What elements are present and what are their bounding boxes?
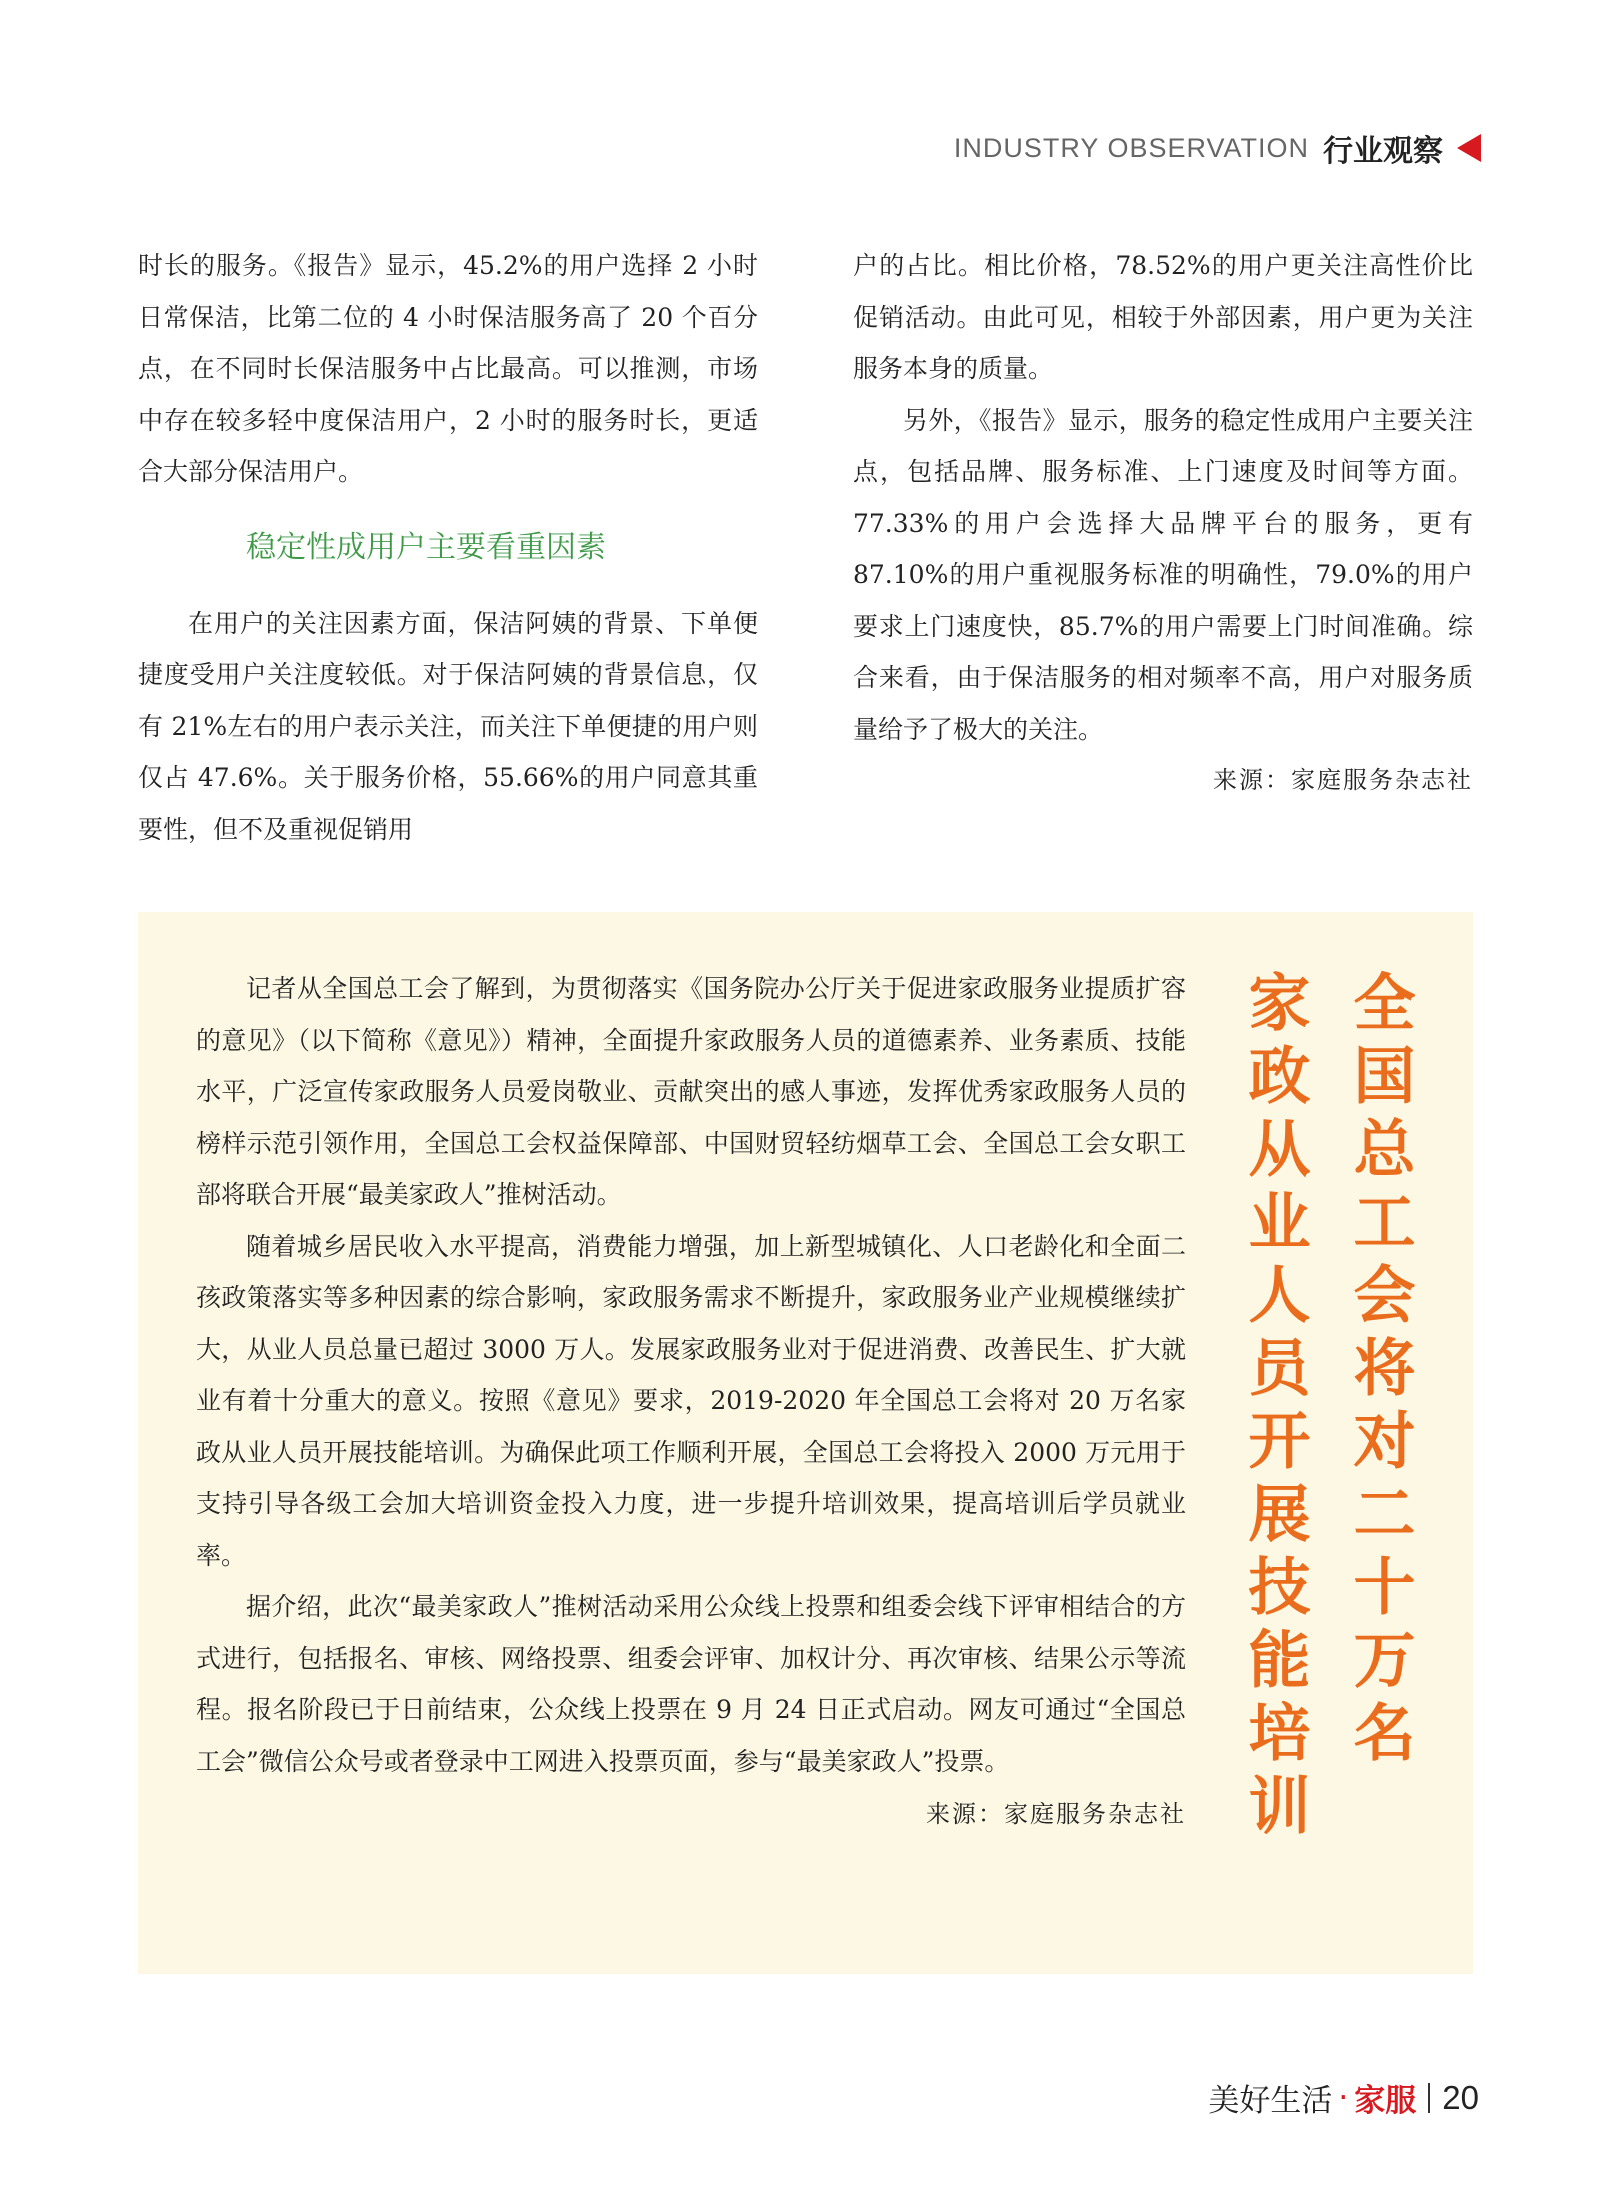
footer-section-name: 家服 (1354, 2083, 1417, 2119)
news-paragraph-1: 记者从全国总工会了解到，为贯彻落实《国务院办公厅关于促进家政服务业提质扩容的意见》（以下简称《意见》）精神，全面提升家政服务人员的道德素养、业务素质、技能水平，广泛宣传家政服务人员爱岗敬业、贡献突出的感人事迹，发挥优秀家政服务人员的榜样示范引领作用，全国总工会权益保障部、中国财贸轻纺烟草工会、全国总工会女职工部将联合开展“最美家政人”推树活动。 (196, 974, 1186, 1209)
news-paragraph-2: 随着城乡居民收入水平提高，消费能力增强，加上新型城镇化、人口老龄化和全面二孩政策落实等多种因素的综合影响，家政服务需求不断提升，家政服务业产业规模继续扩大，从业人员总量已超过 3000 万人。发展家政服务业对于促进消费、改善民生、扩大就业有着十分重大的意义。按照《意见》要求，2019-2020 年全国总工会将对 20 万名家政从业人员开展技能培训。为确保此项工作顺利开展，全国总工会将投入 2000 万元用于支持引导各级工会加大培训资金投入力度，进一步提升培训效果，提高培训后学员就业率。 (196, 1231, 1186, 1570)
news-body (196, 963, 1186, 1841)
footer-divider (1428, 2083, 1430, 2113)
news-source: 来源：家庭服务杂志社 (926, 1800, 1186, 1828)
footer-separator-dot: · (1338, 2079, 1349, 2116)
magazine-name: 美好生活 (1208, 2083, 1333, 2119)
section-title-english: INDUSTRY OBSERVATION (953, 132, 1309, 163)
section-header (954, 126, 1481, 170)
triangle-marker-icon (1457, 134, 1481, 162)
page-footer (1208, 2075, 1479, 2120)
section-title-chinese: 行业观察 (1323, 134, 1443, 169)
right-paragraph-2: 另外，《报告》显示，服务的稳定性成用户主要关注点，包括品牌、服务标准、上门速度及时间等方面。77.33%的用户会选择大品牌平台的服务，更有 87.10%的用户重视服务标准的明确性，79.0%的用户要求上门速度快，85.7%的用户需要上门时间准确。综合来看，由于保洁服务的相对频率不高，用户对服务质量给予了极大的关注。 (853, 405, 1473, 744)
page-number: 20 (1442, 2078, 1479, 2116)
subheading: 稳定性成用户主要看重因素 (246, 529, 606, 565)
right-column (853, 240, 1473, 807)
left-column (138, 240, 758, 855)
left-paragraph-2: 在用户的关注因素方面，保洁阿姨的背景、下单便捷度受用户关注度较低。对于保洁阿姨的背景信息，仅有 21%左右的用户表示关注，而关注下单便捷的用户则仅占 47.6%。关于服务价格，55.66%的用户同意其重要性，但不及重视促销用 (138, 608, 758, 844)
news-box (138, 912, 1473, 1974)
news-title-line-2: 家政从业人员开展技能培训 (1238, 970, 1311, 1846)
news-title-line-1: 全国总工会将对二十万名 (1343, 970, 1416, 1773)
news-paragraph-3: 据介绍，此次“最美家政人”推树活动采用公众线上投票和组委会线下评审相结合的方式进行，包括报名、审核、网络投票、组委会评审、加权计分、再次审核、结果公示等流程。报名阶段已于日前结束，公众线上投票在 9 月 24 日正式启动。网友可通过“全国总工会”微信公众号或者登录中工网进入投票页面，参与“最美家政人”投票。 (196, 1592, 1186, 1776)
right-paragraph-1: 户的占比。相比价格，78.52%的用户更关注高性价比促销活动。由此可见，相较于外部因素，用户更为关注服务本身的质量。 (853, 251, 1473, 383)
article-source: 来源：家庭服务杂志社 (1213, 766, 1473, 794)
left-paragraph-1: 时长的服务。《报告》显示，45.2%的用户选择 2 小时日常保洁，比第二位的 4 小时保洁服务高了 20 个百分点，在不同时长保洁服务中占比最高。可以推测，市场中存在较多轻中度保洁用户，2 小时的服务时长，更适合大部分保洁用户。 (138, 251, 758, 486)
